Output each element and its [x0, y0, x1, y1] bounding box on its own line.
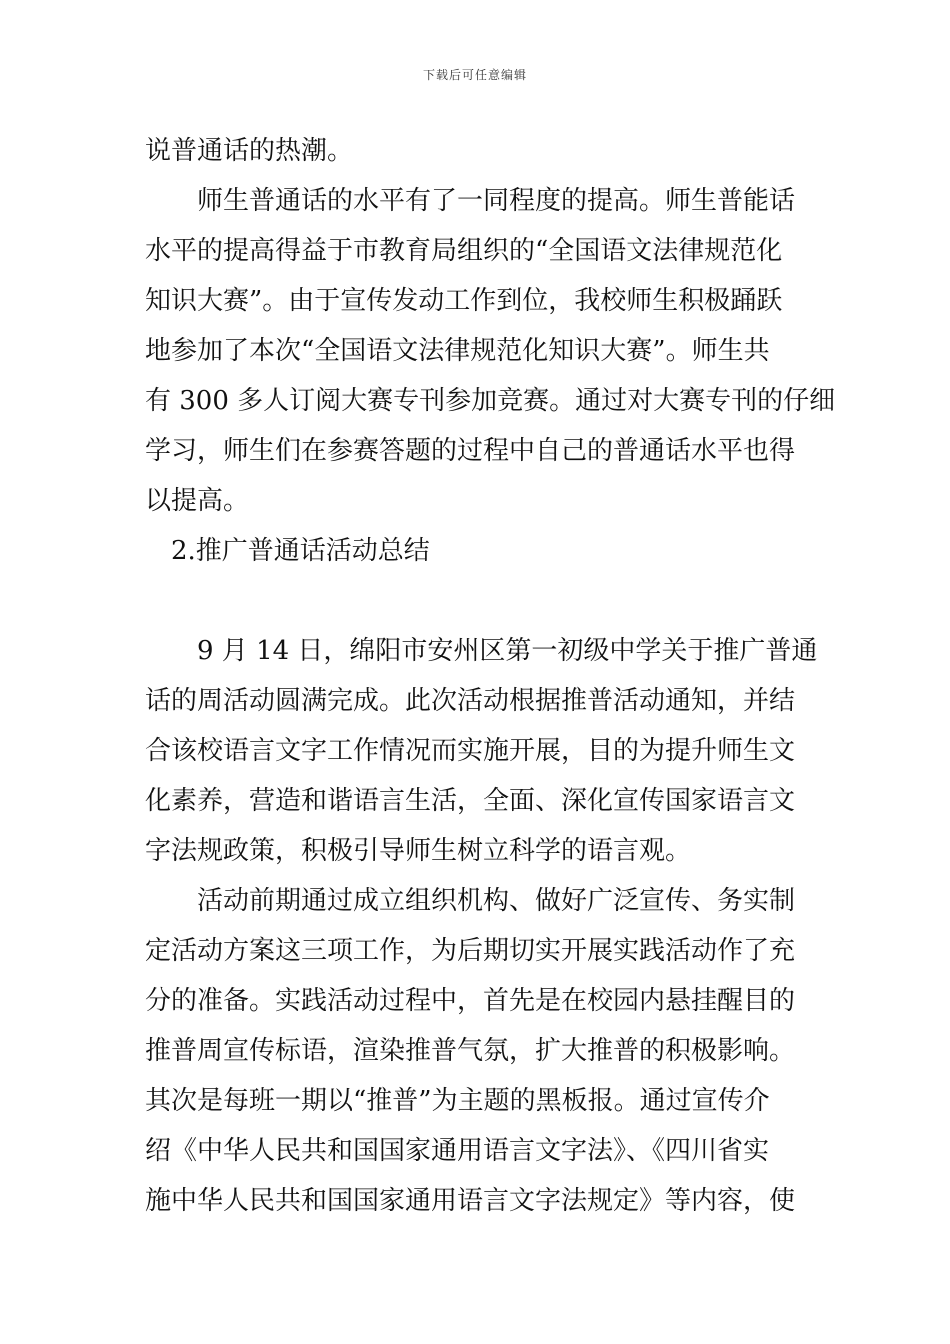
- blank-line: [145, 576, 807, 626]
- paragraph-line: 有 300 多人订阅大赛专刊参加竞赛。通过对大赛专刊的仔细: [145, 386, 836, 416]
- paragraph-line: 师生普通话的水平有了一同程度的提高。师生普能话: [197, 186, 796, 216]
- paragraph-line: 分的准备。实践活动过程中，首先是在校园内悬挂醒目的: [145, 986, 796, 1016]
- paragraph-line: 9 月 14 日，绵阳市安州区第一初级中学关于推广普通: [197, 636, 818, 666]
- paragraph-line: 活动前期通过成立组织机构、做好广泛宣传、务实制: [197, 886, 796, 916]
- paragraph-line: 以提高。: [145, 486, 250, 516]
- page-header-note: 下载后可任意编辑: [422, 68, 527, 82]
- paragraph-line: 合该校语言文字工作情况而实施开展，目的为提升师生文: [145, 736, 796, 766]
- paragraph-line: 说普通话的热潮。: [145, 136, 354, 166]
- paragraph-line: 水平的提高得益于市教育局组织的“全国语文法律规范化: [145, 236, 783, 266]
- paragraph-line: 字法规政策，积极引导师生树立科学的语言观。: [145, 836, 692, 866]
- paragraph-line: 地参加了本次“全国语文法律规范化知识大赛”。师生共: [145, 336, 770, 366]
- paragraph-line: 知识大赛”。由于宣传发动工作到位，我校师生积极踊跃: [145, 286, 783, 316]
- paragraph-line: 施中华人民共和国国家通用语言文字法规定》等内容，使: [145, 1186, 796, 1216]
- paragraph-line: 定活动方案这三项工作，为后期切实开展实践活动作了充: [145, 936, 796, 966]
- paragraph-line: 化素养，营造和谐语言生活，全面、深化宣传国家语言文: [145, 786, 796, 816]
- section-heading: 2.推广普通话活动总结: [171, 536, 430, 566]
- document-body: [145, 126, 836, 1226]
- paragraph-line: 学习，师生们在参赛答题的过程中自己的普通话水平也得: [145, 436, 796, 466]
- paragraph-line: 绍《中华人民共和国国家通用语言文字法》、《四川省实: [145, 1136, 770, 1166]
- paragraph-line: 推普周宣传标语，渲染推普气氛，扩大推普的积极影响。: [145, 1036, 796, 1066]
- paragraph-line: 其次是每班一期以“推普”为主题的黑板报。通过宣传介: [145, 1086, 770, 1116]
- paragraph-line: 话的周活动圆满完成。此次活动根据推普活动通知，并结: [145, 686, 796, 716]
